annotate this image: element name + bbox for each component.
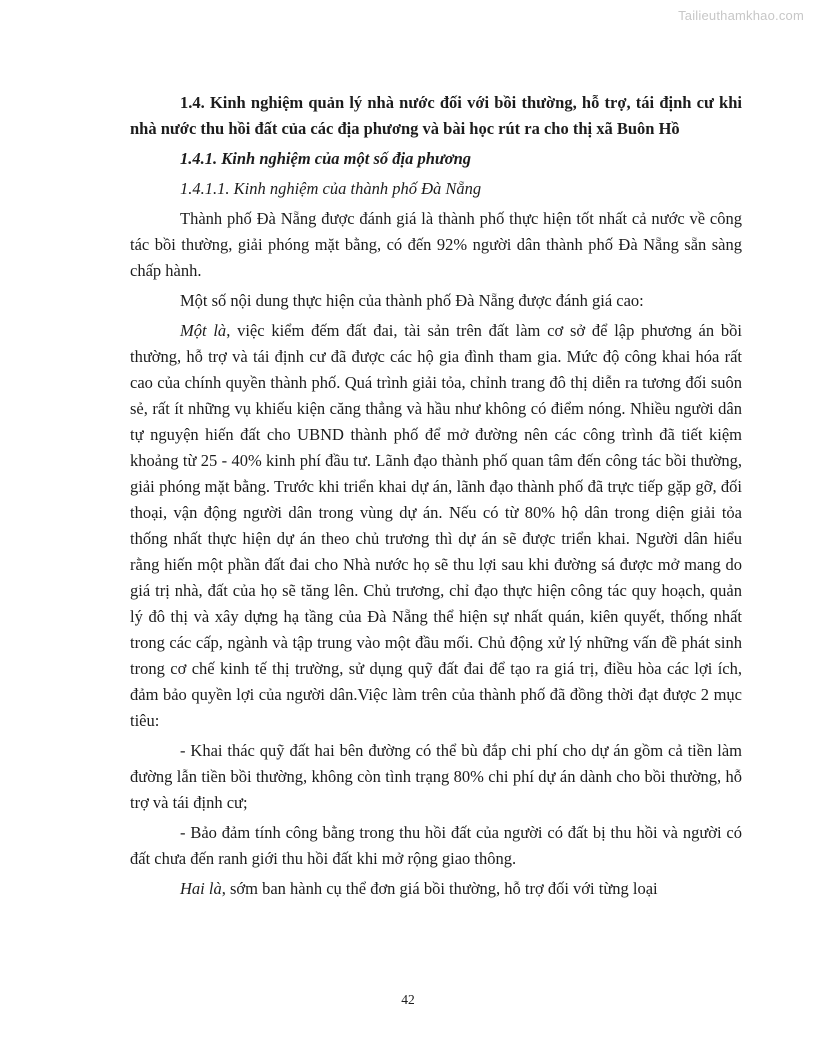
paragraph-highlights-intro: Một số nội dung thực hiện của thành phố Đà Nẵng được đánh giá cao: [180,291,644,310]
paragraph-first-point [130,318,742,734]
paragraph-second-point [130,876,742,902]
first-point-lead: Một là [180,321,227,340]
page-content [130,90,742,906]
paragraph-danang-intro: Thành phố Đà Nẵng được đánh giá là thành phố thực hiện tốt nhất cả nước về công tác bồi thường, giải phóng mặt bằng, có đến 92% người dân thành phố Đà Nẵng sẵn sàng chấp hành. [130,209,742,280]
page-number: 42 [401,992,415,1007]
second-point-body: , sớm ban hành cụ thể đơn giá bồi thường, hỗ trợ đối với từng loại [221,879,658,898]
paragraph-goal-one: - Khai thác quỹ đất hai bên đường có thể bù đắp chi phí cho dự án gồm cả tiền làm đường lẫn tiền bồi thường, không còn tình trạng 80% chi phí dự án dành cho bồi thường, hỗ trợ và tái định cư; [130,741,742,812]
paragraph-goal-two: - Bảo đảm tính công bằng trong thu hồi đất của người có đất bị thu hồi và người có đất chưa đến ranh giới thu hồi đất khi mở rộng giao thông. [130,823,742,868]
subsubsection-heading: 1.4.1.1. Kinh nghiệm của thành phố Đà Nẵng [180,179,482,198]
section-heading: 1.4. Kinh nghiệm quản lý nhà nước đối với bồi thường, hỗ trợ, tái định cư khi nhà nước thu hồi đất của các địa phương và bài học rút ra cho thị xã Buôn Hồ [130,93,742,138]
first-point-body: , việc kiểm đếm đất đai, tài sản trên đất làm cơ sở để lập phương án bồi thường, hỗ trợ và tái định cư đã được các hộ gia đình tham gia. Mức độ công khai hóa rất cao của chính quyền thành phố. Quá trình giải tỏa, chỉnh trang đô thị diễn ra tương đối suôn sẻ, rất ít những vụ khiếu kiện căng thẳng và hầu như không có điểm nóng. Nhiều người dân tự nguyện hiến đất cho UBND thành phố để mở đường nên các công trình đã tiết kiệm khoảng từ 25 - 40% kinh phí đầu tư. Lãnh đạo thành phố quan tâm đến công tác bồi thường, giải phóng mặt bằng. Trước khi triển khai dự án, lãnh đạo thành phố đã trực tiếp gặp gỡ, đối thoại, vận động người dân trong vùng dự án. Nếu có từ 80% hộ dân trong diện giải tỏa thống nhất thực hiện dự án theo chủ trương thì dự án sẽ được triển khai. Người dân hiểu rằng hiến một phần đất đai cho Nhà nước họ sẽ thu lợi sau khi đường sá được mở mang do giá trị nhà, đất của họ sẽ tăng lên. Chủ trương, chỉ đạo thực hiện công tác quy hoạch, quản lý đô thị và xây dựng hạ tầng của Đà Nẵng thể hiện sự nhất quán, kiên quyết, thống nhất trong các cấp, ngành và tập trung vào một đầu mối. Chủ động xử lý những vấn đề phát sinh trong cơ chế kinh tế thị trường, sử dụng quỹ đất đai để tạo ra giá trị, điều hòa các lợi ích, đảm bảo quyền lợi của người dân.Việc làm trên của thành phố đã đồng thời đạt được 2 mục tiêu: [130,321,742,730]
subsection-heading: 1.4.1. Kinh nghiệm của một số địa phương [180,149,472,168]
watermark-site-label: Tailieuthamkhao.com [678,8,804,23]
second-point-lead: Hai là [180,879,222,898]
